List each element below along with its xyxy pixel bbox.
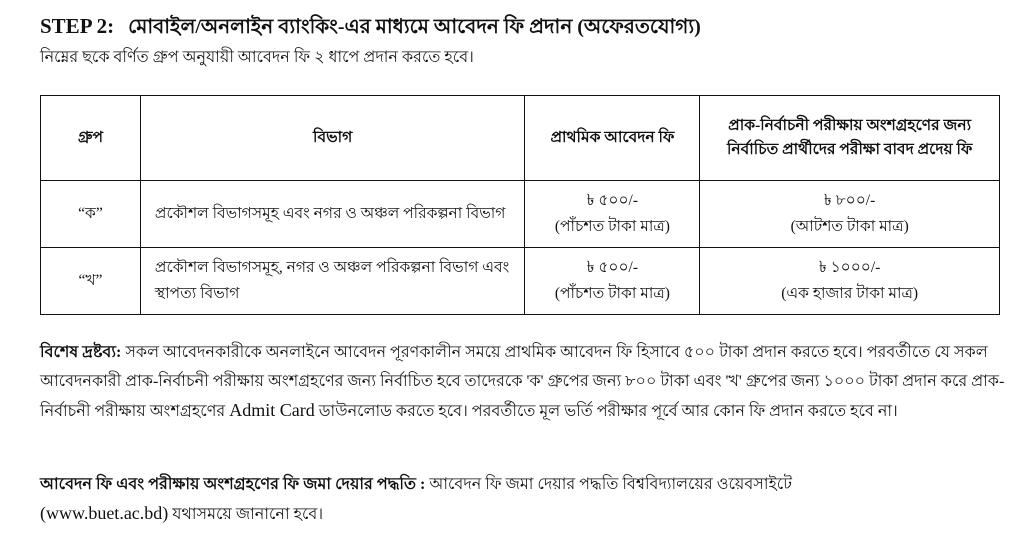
fee-amount: ৳ ৫০০/-: [586, 259, 639, 276]
note-text: সকল আবেদনকারীকে অনলাইনে আবেদন পূরণকালীন সময়ে প্রাথমিক আবেদন ফি হিসাবে ৫০০ টাকা প্রদান করতে হবে। পরবর্তীতে যে সকল আবেদনকারী প্রাক-নির্বাচনী পরীক্ষায় অংশগ্রহণের জন্য নির্বাচিত হবে তাদেরকে 'ক' গ্রুপের জন্য ৮০০ টাকা এবং 'খ' গ্রুপের জন্য ১০০০ টাকা প্রদান করে প্রাক-নির্বাচনী পরীক্ষায় অংশগ্রহণের: [40, 344, 1005, 420]
header-initial-fee: প্রাথমিক আবেদন ফি: [525, 96, 700, 181]
fee-words: (এক হাজার টাকা মাত্র): [781, 285, 919, 302]
group-cell: “ক”: [41, 181, 141, 248]
department-cell: প্রকৌশল বিভাগসমূহ এবং নগর ও অঞ্চল পরিকল্পনা বিভাগ: [140, 181, 525, 248]
payment-method: [40, 470, 1010, 529]
website-link[interactable]: (www.buet.ac.bd): [40, 503, 169, 523]
header-department: বিভাগ: [140, 96, 525, 181]
admit-card-text: Admit Card: [229, 400, 315, 420]
note-text-2: ডাউনলোড করতে হবে। পরবর্তীতে মূল ভর্তি পরীক্ষার পূর্বে আর কোন ফি প্রদান করতে হবে না।: [314, 403, 898, 420]
intro-text: নিম্নের ছকে বর্ণিত গ্রুপ অনুযায়ী আবেদন ফি ২ ধাপে প্রদান করতে হবে।: [40, 49, 474, 66]
group-cell: “খ”: [41, 248, 141, 315]
step-label: STEP 2:: [40, 14, 115, 38]
method-label: আবেদন ফি এবং পরীক্ষায় অংশগ্রহণের ফি জমা দেয়ার পদ্ধতি :: [40, 476, 426, 493]
fee-table: [40, 95, 1000, 315]
fee-amount: ৳ ৫০০/-: [586, 192, 639, 209]
note-label: বিশেষ দ্রষ্টব্য:: [40, 344, 122, 361]
fee-words: (আটশত টাকা মাত্র): [790, 218, 909, 235]
exam-fee-cell: [700, 248, 1000, 315]
step-title: মোবাইল/অনলাইন ব্যাংকিং-এর মাধ্যমে আবেদন ফি প্রদান (অফেরতযোগ্য): [128, 16, 701, 38]
method-text-2: যথাসময়ে জানানো হবে।: [168, 506, 324, 523]
table-row: [41, 248, 1000, 315]
fee-amount: ৳ ৮০০/-: [824, 192, 876, 209]
fee-amount: ৳ ১০০০/-: [818, 259, 881, 276]
table-row: [41, 181, 1000, 248]
department-cell: প্রকৌশল বিভাগসমূহ, নগর ও অঞ্চল পরিকল্পনা বিভাগ এবং স্থাপত্য বিভাগ: [140, 248, 525, 315]
table-header-row: [41, 96, 1000, 181]
method-text: আবেদন ফি জমা দেয়ার পদ্ধতি বিশ্ববিদ্যালয়ের ওয়েবসাইটে: [425, 476, 792, 493]
header-exam-fee: প্রাক-নির্বাচনী পরীক্ষায় অংশগ্রহণের জন্য নির্বাচিত প্রার্থীদের পরীক্ষা বাবদ প্রদেয় ফি: [700, 96, 1000, 181]
special-note: [40, 338, 1010, 426]
exam-fee-cell: [700, 181, 1000, 248]
initial-fee-cell: [525, 248, 700, 315]
header-group: গ্রুপ: [41, 96, 141, 181]
fee-words: (পাঁচশত টাকা মাত্র): [554, 218, 670, 235]
step-heading: [40, 12, 701, 45]
fee-words: (পাঁচশত টাকা মাত্র): [554, 285, 670, 302]
initial-fee-cell: [525, 181, 700, 248]
